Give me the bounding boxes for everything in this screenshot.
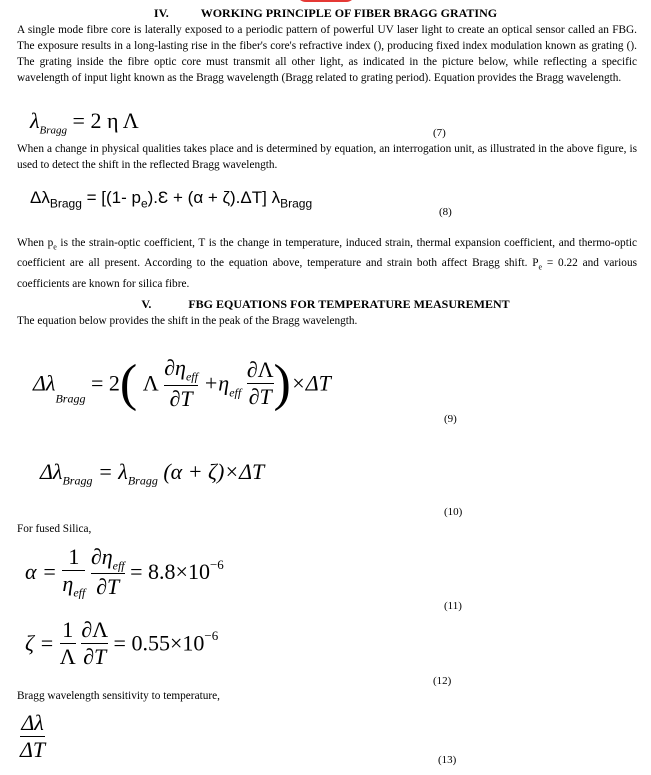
eq8-rhs: ).Ɛ + (α + ζ).ΔT] λ bbox=[147, 188, 281, 207]
section-5-heading bbox=[0, 297, 651, 312]
equation-12-number: (12) bbox=[433, 675, 452, 687]
section-5-paragraph-1: The equation below provides the shift in the peak of the Bragg wavelength. bbox=[17, 315, 358, 327]
p3-sub2: e bbox=[538, 262, 543, 272]
eq11-exp: −6 bbox=[209, 556, 224, 572]
eq13-fraction bbox=[20, 710, 45, 763]
eq10-sub2: Bragg bbox=[127, 473, 158, 488]
p3-sub: e bbox=[53, 242, 57, 252]
eq11-eff: eff bbox=[73, 585, 86, 600]
eq10-eq: = λ bbox=[97, 459, 128, 484]
eq7-lambda: λ bbox=[30, 108, 40, 133]
eq7-rhs: = 2 η Λ bbox=[72, 108, 139, 133]
section-5-title: FBG EQUATIONS FOR TEMPERATURE MEASUREMENT bbox=[188, 297, 510, 311]
eq8-lhs: Δλ bbox=[30, 188, 50, 207]
equation-10-number: (10) bbox=[444, 506, 463, 518]
eq9-fraction-2 bbox=[247, 357, 274, 410]
eq8-mid: = [(1- p bbox=[81, 188, 141, 207]
eq11-dT: ∂T bbox=[91, 573, 125, 600]
eq9-lhs: Δλ bbox=[33, 370, 56, 396]
equation-12 bbox=[25, 617, 218, 670]
section-5-paragraph-2: For fused Silica, bbox=[17, 523, 92, 535]
eq11-lhs: α = bbox=[25, 559, 57, 585]
eq11-one: 1 bbox=[68, 544, 80, 569]
equation-11 bbox=[25, 544, 224, 600]
p3-part-b: is the strain-optic coefficient, T is the change in temperature, induced strain, thermal expansion coefficient, and thermo-optic coefficient are all present. According to the equation above, temperature and strain both affect Bragg shift. P bbox=[17, 237, 637, 270]
section-4-number: IV. bbox=[153, 6, 169, 20]
eq12-fraction-2 bbox=[81, 617, 108, 670]
equation-7-number: (7) bbox=[433, 127, 446, 139]
eq11-eta: η bbox=[62, 571, 74, 596]
p3-part-c: = 0.22 and various coefficients are known for silica fibre. bbox=[17, 257, 637, 290]
eq12-exp: −6 bbox=[204, 628, 219, 644]
eq12-Lambda: Λ bbox=[59, 644, 76, 669]
eq11-rhs: = 8.8×10 bbox=[130, 559, 210, 585]
eq9-dT-2: ∂T bbox=[248, 384, 272, 409]
eq8-sub: Bragg bbox=[49, 196, 82, 211]
eq8-sub3: Bragg bbox=[280, 196, 313, 211]
eq12-rhs: = 0.55×10 bbox=[113, 630, 205, 656]
eq9-close-paren: ) bbox=[273, 355, 291, 412]
eq9-d-Lambda: ∂Λ bbox=[246, 357, 274, 382]
eq9-eff: eff bbox=[185, 369, 198, 384]
equation-11-number: (11) bbox=[444, 600, 462, 612]
p3-part-a: When p bbox=[17, 237, 54, 249]
equation-8-number: (8) bbox=[439, 206, 452, 218]
eq9-times: ×ΔT bbox=[290, 370, 331, 396]
eq12-fraction-1 bbox=[60, 617, 76, 670]
section-5-paragraph-3: Bragg wavelength sensitivity to temperature, bbox=[17, 690, 220, 702]
eq9-open-paren: ( bbox=[119, 355, 138, 412]
equation-13 bbox=[20, 710, 45, 763]
eq7-sub: Bragg bbox=[39, 124, 68, 137]
eq10-sub: Bragg bbox=[62, 473, 93, 488]
eq9-plus-eta: +η bbox=[203, 370, 230, 396]
eq12-lhs: ζ = bbox=[25, 630, 55, 656]
equation-10 bbox=[40, 459, 264, 488]
eq9-sub: Bragg bbox=[55, 391, 86, 406]
eq8-sub2: e bbox=[140, 196, 148, 211]
eq13-denominator: ΔT bbox=[20, 737, 46, 762]
eq12-one: 1 bbox=[62, 617, 74, 642]
eq9-eff-2: eff bbox=[229, 385, 242, 400]
eq11-fraction-1 bbox=[62, 544, 85, 600]
eq13-numerator: Δλ bbox=[21, 710, 44, 735]
eq9-fraction-1 bbox=[164, 355, 198, 411]
eq11-eff-2: eff bbox=[112, 558, 125, 573]
equation-13-number: (13) bbox=[438, 754, 457, 766]
decorative-red-shape bbox=[296, 0, 356, 2]
eq11-d-eta: ∂η bbox=[90, 544, 113, 569]
eq10-rhs: (α + ζ)×ΔT bbox=[163, 459, 265, 484]
section-4-paragraph-1: A single mode fibre core is laterally exposed to a periodic pattern of powerful UV laser light to create an optical sensor called an FBG. The exposure results in a long-lasting rise in the fiber's core's refractive index (), producing fixed index modulation known as grating (). The grating inside the fibre optic core must transmit all other light, as indicated in the picture below, while reflecting a specific wavelength of input light known as the Bragg wavelength (Bragg related to grating period). Equation provides the Bragg wavelength. bbox=[17, 24, 637, 84]
equation-8 bbox=[30, 188, 312, 210]
eq12-dT: ∂T bbox=[83, 644, 107, 669]
eq9-d-eta: ∂η bbox=[164, 355, 186, 381]
eq9-eq: = 2 bbox=[90, 370, 120, 396]
section-4-title: WORKING PRINCIPLE OF FIBER BRAGG GRATING bbox=[200, 6, 498, 20]
eq11-fraction-2 bbox=[91, 544, 125, 600]
section-4-paragraph-3 bbox=[17, 235, 637, 292]
equation-7 bbox=[30, 108, 139, 136]
section-4-paragraph-2: When a change in physical qualities takes place and is determined by equation, an interrogation unit, as illustrated in the above figure, is used to detect the shift in the reflected Bragg wavelength. bbox=[17, 143, 637, 171]
eq9-dT-1: ∂T bbox=[164, 385, 198, 412]
eq12-d-Lambda: ∂Λ bbox=[81, 617, 109, 642]
equation-9-number: (9) bbox=[444, 413, 457, 425]
section-5-number: V. bbox=[141, 297, 152, 311]
equation-9 bbox=[33, 354, 331, 413]
eq9-big-lambda: Λ bbox=[142, 370, 159, 396]
eq10-lhs: Δλ bbox=[40, 459, 63, 484]
section-4-heading bbox=[0, 6, 651, 21]
